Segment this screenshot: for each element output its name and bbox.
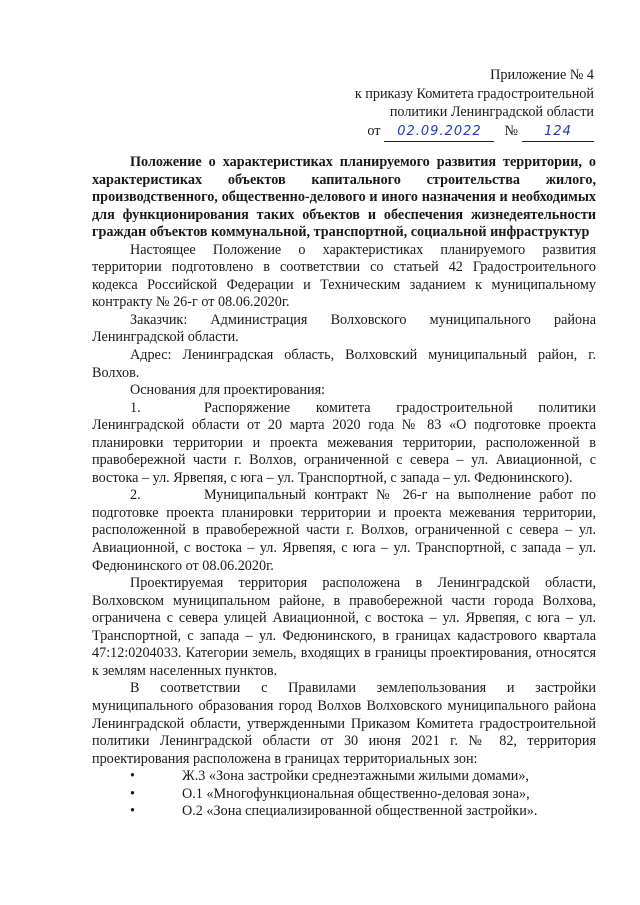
appendix-committee: политики Ленинградской области	[389, 104, 594, 120]
item-number: 1.	[130, 399, 141, 416]
basis-heading: Основания для проектирования:	[130, 382, 326, 399]
bullet-icon: •	[130, 768, 135, 785]
bullet-icon: •	[130, 803, 135, 820]
number-label: №	[504, 122, 518, 139]
basis-item-2	[92, 487, 596, 575]
document-body	[92, 154, 596, 821]
order-date-line	[334, 122, 594, 143]
intro-paragraph: Настоящее Положение о характеристиках планируемого развития территории подготовлено в соответствии со статьей 42 Градостроительного кодекса Российской Федерации и Техническим заданием к муниципальному контракту № 26-г от 08.06.2020г.	[92, 241, 596, 311]
zone-list-item	[130, 786, 596, 804]
territory-paragraph: Проектируемая территория расположена в Ленинградской области, Волховском муниципальном районе, в правобережной части города Волхова, ограничена с севера улицей Авиационной, с востока – ул. Ярвепяя, с юга – ул. Транспортной, с запада – ул. Федюнинского, в границах кадастрового квартала 47:12:0204033. Категории земель, входящих в границы проектирования, относятся к землям населенных пунктов.	[92, 575, 596, 679]
address-paragraph: Адрес: Ленинградская область, Волховский муниципальный район, г. Волхов.	[92, 347, 596, 381]
item-text: Муниципальный контракт № 26-г на выполнение работ по подготовке проекта планировки территории и проекта межевания территории, расположенной в правобережной части г. Волхов, ограниченной с севера – ул. Авиационной, с востока – ул. Ярвепяя, с юга – ул. Транспортной, с запада – ул. Федюнинского от 08.06.2020г.	[92, 487, 596, 574]
appendix-number: Приложение № 4	[490, 67, 594, 83]
item-number: 2.	[130, 487, 141, 504]
bullet-icon: •	[130, 785, 135, 802]
zone-list-item	[130, 768, 596, 786]
appendix-order-ref: к приказу Комитета градостроительной	[354, 85, 594, 102]
zone-text: О.1 «Многофункциональная общественно-деловая зона»,	[182, 785, 530, 802]
basis-item-1	[92, 400, 596, 488]
appendix-header	[334, 66, 594, 142]
item-text: Распоряжение комитета градостроительной политики Ленинградской области от 20 марта 2020 года № 83 «О подготовке проекта планировки территории и проекта межевания территории, расположенной в правобережной части г. Волхов, ограниченной с севера – ул. Авиационной, с востока – ул. Ярвепяя, с юга – ул. Транспортной, с запада – ул. Федюнинского).	[92, 399, 596, 486]
handwritten-number: 124	[522, 123, 594, 143]
from-label: от	[367, 122, 381, 139]
rules-paragraph: В соответствии с Правилами землепользования и застройки муниципального образования город Волхов Волховского муниципального района Ленинградской области, утвержденными Приказом Комитета градостроительной политики Ленинградской области от 30 июня 2021 г. № 82, территория проектирования расположена в границах территориальных зон:	[92, 680, 596, 767]
zone-text: Ж.3 «Зона застройки среднеэтажными жилыми домами»,	[182, 768, 529, 785]
handwritten-date: 02.09.2022	[384, 123, 494, 143]
document-title: Положение о характеристиках планируемого развития территории, о характеристиках объектов капитального строительства жилого, производственного, общественно-делового и иного назначения и необходимых для функционирования таких объектов и обеспечения жизнедеятельности граждан объектов коммунальной, транспортной, социальной инфраструктур	[92, 154, 596, 241]
zone-list-item	[130, 803, 596, 821]
customer-paragraph: Заказчик: Администрация Волховского муниципального района Ленинградской области.	[92, 311, 596, 346]
zone-text: О.2 «Зона специализированной общественной застройки».	[182, 803, 538, 820]
